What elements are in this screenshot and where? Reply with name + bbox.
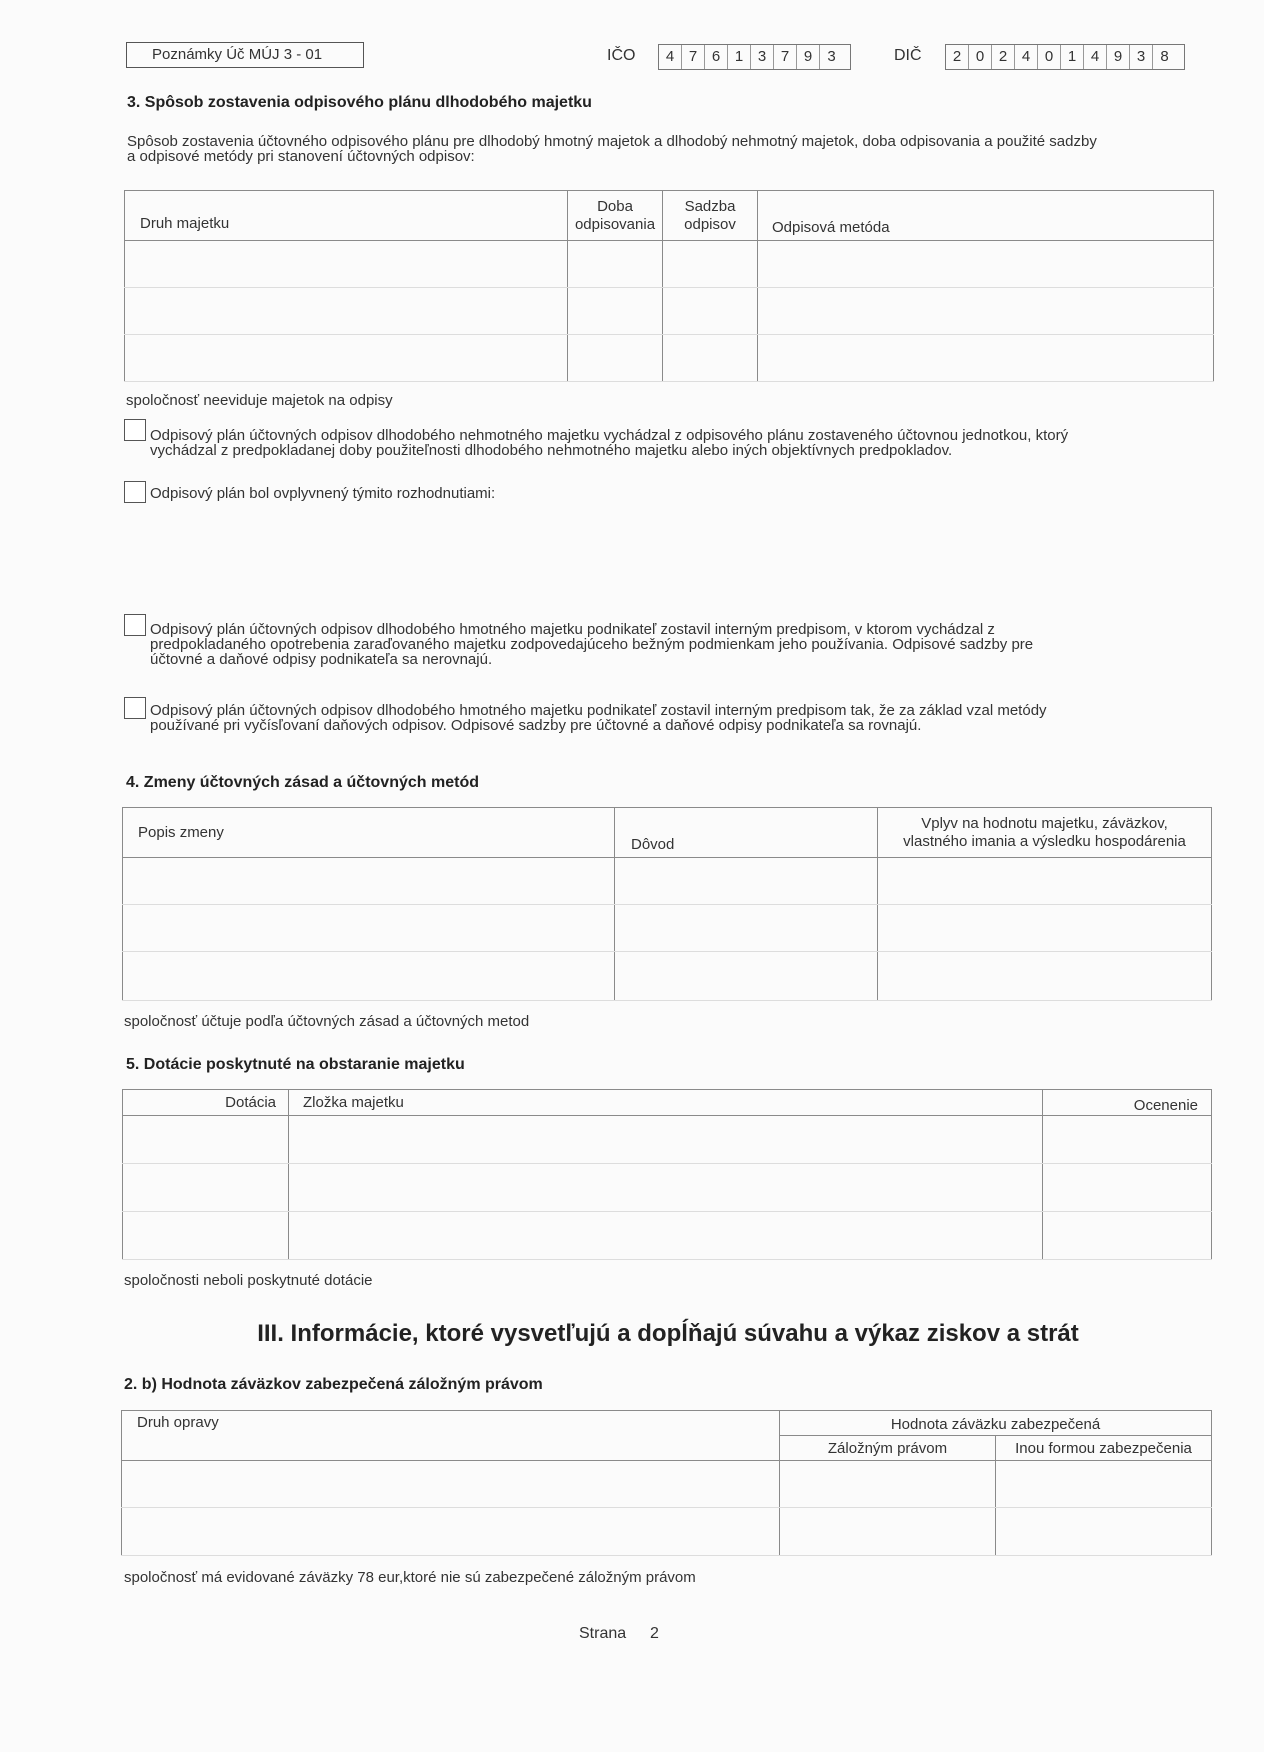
table-cell [758, 241, 1214, 288]
option-4-line-1: Odpisový plán účtovných odpisov dlhodobého hmotného majetku podnikateľ zostavil interným predpisom tak, že za základ vzal metódy [150, 702, 1047, 719]
col-vplyv-line-2: vlastného imania a výsledku hospodárenia [903, 832, 1186, 850]
table-cell [125, 241, 568, 288]
table-cell [1043, 1116, 1212, 1164]
table-cell [125, 335, 568, 382]
table-cell [615, 858, 878, 905]
code-digit: 8 [1160, 48, 1169, 65]
code-digit: 2 [992, 45, 1015, 69]
col-odpisova-metoda: Odpisová metóda [758, 191, 1214, 241]
option-2-text: Odpisový plán bol ovplyvnený týmito rozhodnutiami: [150, 485, 496, 502]
code-digit: 7 [774, 45, 797, 69]
table-cell [289, 1164, 1043, 1212]
ico-field [658, 44, 851, 70]
section-3-intro [127, 134, 1207, 164]
form-label: Poznámky Úč MÚJ 3 - 01 [126, 42, 364, 68]
option-3-checkbox[interactable] [124, 614, 146, 636]
section-2b-title: 2. b) Hodnota záväzkov zabezpečená záložným právom [124, 1376, 543, 1393]
table-cell [568, 288, 663, 335]
section-3-note: spoločnosť neeviduje majetok na odpisy [126, 392, 393, 409]
table-cell [780, 1508, 996, 1556]
table-cell [878, 905, 1212, 952]
col-doba-line-2: odpisovania [574, 215, 656, 233]
table-cell [123, 1212, 289, 1260]
table-cell [1043, 1212, 1212, 1260]
dic-field [945, 44, 1185, 70]
col-dotacia: Dotácia [123, 1090, 289, 1116]
table-cell [996, 1508, 1212, 1556]
col-vplyv [878, 808, 1212, 858]
section-3-title: 3. Spôsob zostavenia odpisového plánu dlhodobého majetku [127, 94, 592, 111]
table-cell [663, 335, 758, 382]
option-4-line-2: používané pri vyčísľovaní daňových odpisov. Odpisové sadzby pre účtovné a daňové odpisy podnikateľa sa rovnajú. [150, 717, 922, 734]
table-cell [663, 288, 758, 335]
code-digit: 1 [1061, 45, 1084, 69]
table-cell [568, 241, 663, 288]
code-digit: 3 [751, 45, 774, 69]
col-dovod: Dôvod [615, 808, 878, 858]
option-1-line-1: Odpisový plán účtovných odpisov dlhodobého nehmotného majetku vychádzal z odpisového plánu zostaveného účtovnou jednotkou, ktorý [150, 427, 1069, 444]
table-cell [1043, 1164, 1212, 1212]
col-zlozka-majetku: Zložka majetku [289, 1090, 1043, 1116]
table-cell [289, 1116, 1043, 1164]
table-cell [123, 1116, 289, 1164]
col-ocenenie: Ocenenie [1043, 1090, 1212, 1116]
table-cell [996, 1461, 1212, 1508]
table-cell [758, 335, 1214, 382]
section-4-note: spoločnosť účtuje podľa účtovných zásad a účtovných metod [124, 1013, 530, 1030]
table-cell [663, 241, 758, 288]
option-1-line-2: vychádzal z predpokladanej doby použiteľnosti dlhodobého nehmotného majetku alebo iných objektívnych predpokladov. [150, 442, 953, 459]
code-digit: 3 [1130, 45, 1153, 69]
code-digit: 4 [1015, 45, 1038, 69]
section-4-title: 4. Zmeny účtovných zásad a účtovných metód [126, 774, 479, 791]
code-digit: 7 [682, 45, 705, 69]
section-iii-title: III. Informácie, ktoré vysvetľujú a dopĺňajú súvahu a výkaz ziskov a strát [257, 1320, 1079, 1347]
col-hodnota-zavazku: Hodnota záväzku zabezpečená [780, 1411, 1212, 1436]
col-zaloznym-pravom: Záložným právom [780, 1436, 996, 1461]
option-1-text [150, 428, 1210, 458]
code-digit: 3 [827, 48, 836, 65]
section-2b-note: spoločnosť má evidované záväzky 78 eur,ktoré nie sú zabezpečené záložným právom [124, 1569, 696, 1586]
page-number: 2 [650, 1625, 659, 1642]
option-4-checkbox[interactable] [124, 697, 146, 719]
col-sadzba-line-1: Sadzba [684, 197, 736, 215]
code-digit: 1 [728, 45, 751, 69]
option-4-text [150, 703, 1210, 733]
dic-label: DIČ [894, 47, 922, 64]
col-popis-zmeny: Popis zmeny [123, 808, 615, 858]
option-3-text [150, 622, 1210, 667]
option-3-line-1: Odpisový plán účtovných odpisov dlhodobého hmotného majetku podnikateľ zostavil interným predpisom, v ktorom vychádzal z [150, 621, 995, 638]
section-3-intro-line-2: a odpisové metódy pri stanovení účtovných odpisov: [127, 148, 475, 165]
depreciation-table [124, 190, 1214, 382]
code-digit: 4 [1084, 45, 1107, 69]
subsidies-table [122, 1089, 1212, 1260]
table-cell [122, 1461, 780, 1508]
col-sadzba-odpisov [663, 191, 758, 241]
code-digit: 0 [1038, 45, 1061, 69]
section-3-intro-line-1: Spôsob zostavenia účtovného odpisového plánu pre dlhodobý hmotný majetok a dlhodobý nehmotný majetok, doba odpisovania a použité sadzby [127, 133, 1097, 150]
col-doba-line-1: Doba [597, 197, 633, 215]
option-2-checkbox[interactable] [124, 481, 146, 503]
section-5-note: spoločnosti neboli poskytnuté dotácie [124, 1272, 373, 1289]
option-3-line-3: účtovné a daňové odpisy podnikateľa sa nerovnajú. [150, 651, 493, 668]
table-cell [615, 905, 878, 952]
table-cell [122, 1508, 780, 1556]
option-3-line-2: predpokladaného opotrebenia zaraďovaného majetku zodpovedajúceho bežným podmienkam jeho používania. Odpisové sadzby pre [150, 636, 1034, 653]
table-cell [123, 905, 615, 952]
page-label: Strana [579, 1625, 627, 1642]
col-druh-majetku: Druh majetku [125, 191, 568, 241]
table-cell [125, 288, 568, 335]
table-cell [758, 288, 1214, 335]
code-digit: 0 [969, 45, 992, 69]
option-1-checkbox[interactable] [124, 419, 146, 441]
code-digit: 6 [705, 45, 728, 69]
table-cell [123, 952, 615, 1001]
table-cell [878, 858, 1212, 905]
col-sadzba-line-2: odpisov [684, 215, 736, 233]
col-druh-opravy: Druh opravy [122, 1411, 780, 1461]
table-cell [780, 1461, 996, 1508]
liabilities-table [121, 1410, 1212, 1556]
table-cell [123, 858, 615, 905]
table-cell [878, 952, 1212, 1001]
table-cell [123, 1164, 289, 1212]
code-digit: 9 [797, 45, 820, 69]
code-digit: 9 [1107, 45, 1130, 69]
code-digit: 4 [659, 45, 682, 69]
table-cell [568, 335, 663, 382]
col-vplyv-line-1: Vplyv na hodnotu majetku, záväzkov, [921, 814, 1168, 832]
changes-table [122, 807, 1212, 1001]
ico-label: IČO [607, 47, 636, 64]
table-cell [289, 1212, 1043, 1260]
section-5-title: 5. Dotácie poskytnuté na obstaranie majetku [126, 1056, 465, 1073]
col-doba-odpisovania [568, 191, 663, 241]
col-inou-formou: Inou formou zabezpečenia [996, 1436, 1212, 1461]
code-digit: 2 [946, 45, 969, 69]
table-cell [615, 952, 878, 1001]
